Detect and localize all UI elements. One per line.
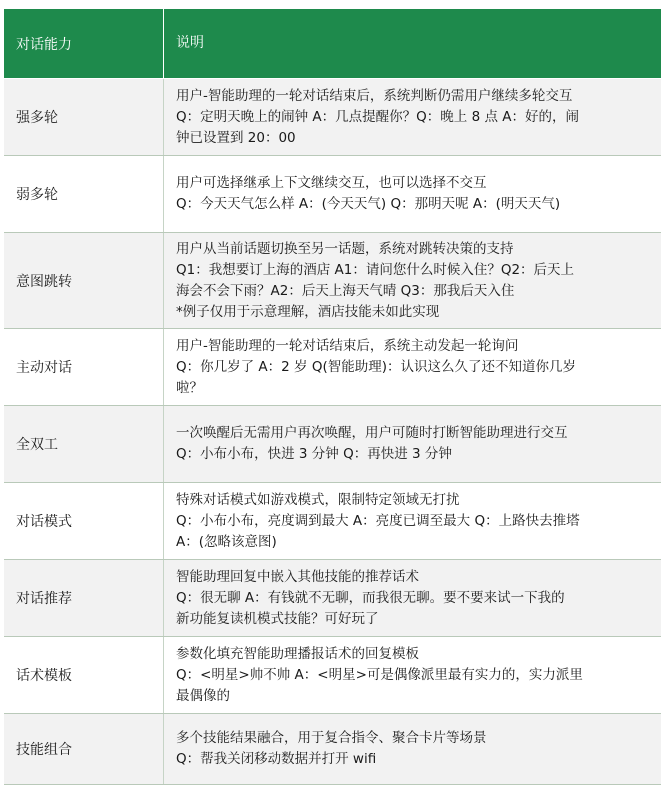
description-line: 参数化填充智能助理播报话术的回复模板 xyxy=(176,645,419,662)
capability-description xyxy=(164,156,661,232)
table-row xyxy=(4,156,661,233)
table-row xyxy=(4,329,661,406)
table-row xyxy=(4,560,661,637)
table-row xyxy=(4,637,661,714)
description-line: 海会不会下雨？A2：后天上海天气晴 Q3：那我后天入住 xyxy=(176,282,515,299)
description-line: A：(忽略该意图) xyxy=(176,533,277,550)
description-line: Q：小布小布，亮度调到最大 A：亮度已调至最大 Q：上路快去推塔 xyxy=(176,512,580,529)
table-row xyxy=(4,714,661,785)
description-line: 用户-智能助理的一轮对话结束后，系统主动发起一轮询问 xyxy=(176,337,519,354)
description-line: 多个技能结果融合，用于复合指令、聚合卡片等场景 xyxy=(176,730,487,746)
capability-description xyxy=(164,406,661,482)
capabilities-table xyxy=(4,9,661,785)
capability-description xyxy=(164,483,661,559)
capability-name: 强多轮 xyxy=(4,79,164,155)
capability-name: 对话推荐 xyxy=(4,560,164,636)
header-capability: 对话能力 xyxy=(4,9,164,78)
description-line: *例子仅用于示意理解，酒店技能未如此实现 xyxy=(176,303,440,320)
capability-name: 全双工 xyxy=(4,406,164,482)
description-line: 用户从当前话题切换至另一话题，系统对跳转决策的支持 xyxy=(176,240,514,257)
capability-name: 话术模板 xyxy=(4,637,164,713)
description-line: Q：<明星>帅不帅 A：<明星>可是偶像派里最有实力的，实力派里 xyxy=(176,666,583,683)
description-line: Q：定明天晚上的闹钟 A：几点提醒你？Q：晚上 8 点 A：好的，闹 xyxy=(176,108,579,125)
capability-description xyxy=(164,637,661,713)
capability-name: 技能组合 xyxy=(4,714,164,784)
description-line: 特殊对话模式如游戏模式，限制特定领域无打扰 xyxy=(176,491,460,508)
description-line: Q：很无聊 A：有钱就不无聊，而我很无聊。要不要来试一下我的 xyxy=(176,589,565,606)
table-row xyxy=(4,79,661,156)
description-line: 一次唤醒后无需用户再次唤醒，用户可随时打断智能助理进行交互 xyxy=(176,425,568,441)
table-header xyxy=(4,9,661,79)
capability-description xyxy=(164,714,661,784)
table-row xyxy=(4,406,661,483)
description-line: 啦？ xyxy=(176,379,203,396)
table-row xyxy=(4,233,661,329)
description-line: Q1：我想要订上海的酒店 A1：请问您什么时候入住？Q2：后天上 xyxy=(176,261,575,278)
capability-description xyxy=(164,329,661,405)
capability-name: 弱多轮 xyxy=(4,156,164,232)
description-line: 最偶像的 xyxy=(176,687,230,704)
capability-name: 主动对话 xyxy=(4,329,164,405)
description-line: 新功能复读机模式技能？可好玩了 xyxy=(176,610,379,627)
capability-description xyxy=(164,79,661,155)
description-line: 用户-智能助理的一轮对话结束后，系统判断仍需用户继续多轮交互 xyxy=(176,87,573,104)
description-line: Q：你几岁了 A：2 岁 Q(智能助理)：认识这么久了还不知道你几岁 xyxy=(176,358,576,375)
description-line: Q：小布小布，快进 3 分钟 Q：再快进 3 分钟 xyxy=(176,446,452,462)
capability-name: 意图跳转 xyxy=(4,233,164,328)
header-description: 说明 xyxy=(176,35,204,51)
capability-description xyxy=(164,560,661,636)
capability-name: 对话模式 xyxy=(4,483,164,559)
capability-description xyxy=(164,233,661,328)
description-line: 钟已设置到 20：00 xyxy=(176,129,296,146)
description-line: Q：今天天气怎么样 A：(今天天气) Q：那明天呢 A：(明天天气) xyxy=(176,196,561,212)
description-line: Q：帮我关闭移动数据并打开 wifi xyxy=(176,751,377,767)
description-line: 用户可选择继承上下文继续交互，也可以选择不交互 xyxy=(176,175,487,191)
description-line: 智能助理回复中嵌入其他技能的推荐话术 xyxy=(176,568,419,585)
table-row xyxy=(4,483,661,560)
